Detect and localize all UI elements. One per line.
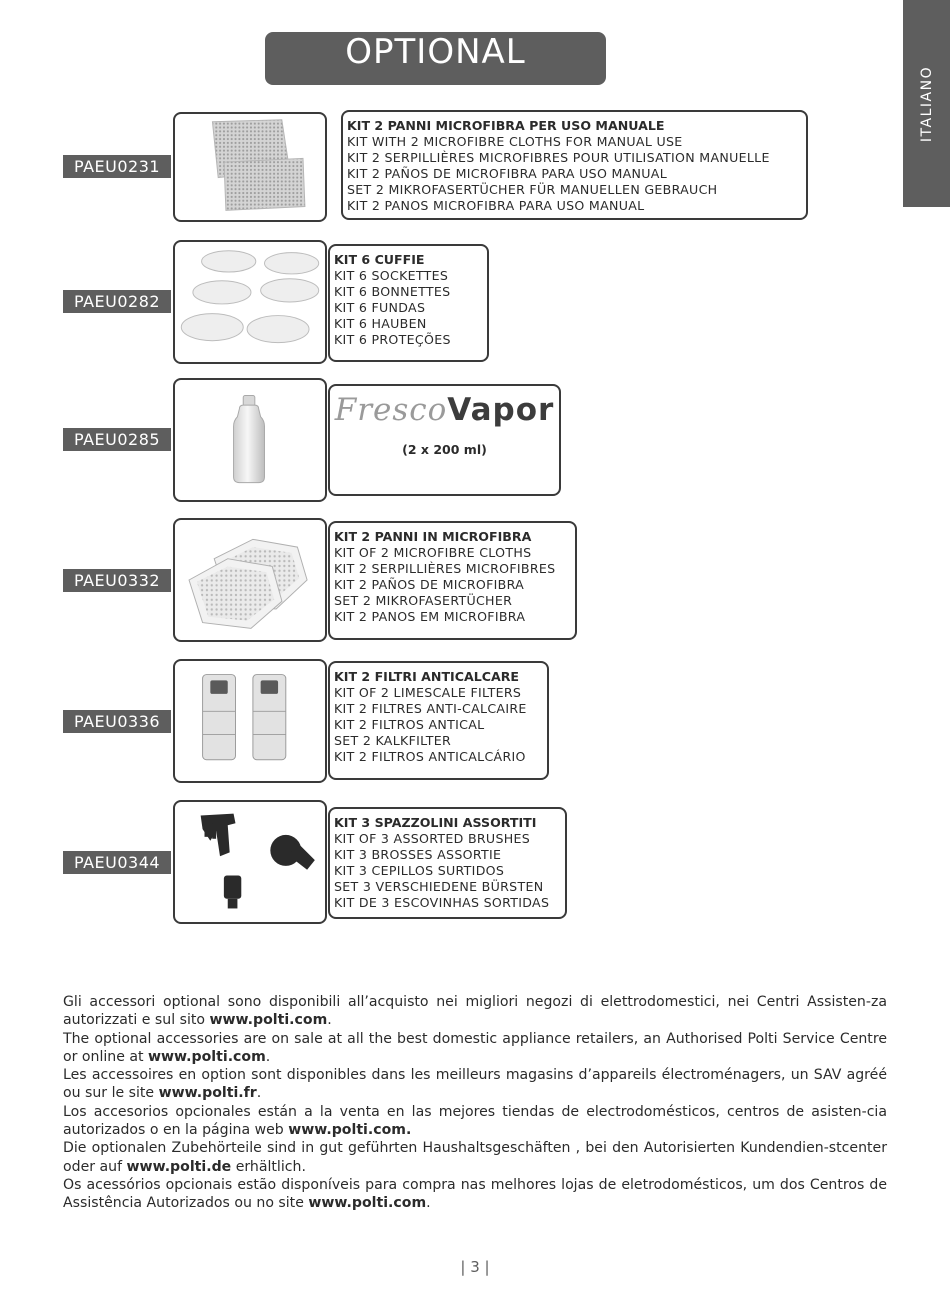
- product-image: [173, 800, 327, 924]
- note-english: The optional accessories are on sale at all the best domestic appliance retailers, an Authorised Polti Service Centre or online at www.polti.com.: [63, 1030, 887, 1065]
- translation-line: KIT 2 PAÑOS DE MICROFIBRA: [334, 577, 525, 592]
- translation-line: KIT 6 SOCKETTES: [334, 268, 449, 283]
- website-link[interactable]: www.polti.fr: [158, 1085, 257, 1102]
- language-tab-label: ITALIANO: [918, 65, 935, 143]
- translation-line: KIT 6 FUNDAS: [334, 300, 426, 315]
- product-heading: KIT 3 SPAZZOLINI ASSORTITI: [334, 815, 537, 830]
- product-code: PAEU0282: [63, 290, 171, 313]
- translation-line: KIT 6 PROTEÇÕES: [334, 332, 451, 347]
- translation-line: SET 3 VERSCHIEDENE BÜRSTEN: [334, 879, 544, 894]
- translation-line: KIT 2 PAÑOS DE MICROFIBRA PARA USO MANUAL: [347, 166, 668, 181]
- product-volume: (2 x 200 ml): [402, 442, 487, 457]
- website-link[interactable]: www.polti.com: [148, 1048, 266, 1065]
- translation-line: KIT 6 HAUBEN: [334, 316, 427, 331]
- cover-image: [175, 242, 325, 362]
- product-description: [328, 807, 567, 919]
- translation-line: KIT WITH 2 MICROFIBRE CLOTHS FOR MANUAL USE: [347, 134, 683, 149]
- translation-line: KIT 2 FILTROS ANTICALCÁRIO: [334, 749, 526, 764]
- product-heading: KIT 2 PANNI IN MICROFIBRA: [334, 529, 532, 544]
- website-link[interactable]: www.polti.com: [209, 1012, 328, 1029]
- translation-line: KIT OF 3 ASSORTED BRUSHES: [334, 831, 531, 846]
- translation-line: KIT DE 3 ESCOVINHAS SORTIDAS: [334, 895, 550, 910]
- product-description: [328, 244, 489, 362]
- note-italian: Gli accessori optional sono disponibili all’acquisto nei migliori negozi di elettrodomestici, nei Centri Assisten-za autorizzati e sul sito www.polti.com.: [63, 994, 887, 1029]
- product-code: PAEU0231: [63, 155, 171, 178]
- bottle-image: [175, 380, 325, 500]
- product-description: [328, 521, 577, 640]
- product-description: [328, 384, 561, 496]
- translation-line: KIT 3 CEPILLOS SURTIDOS: [334, 863, 505, 878]
- product-image: [173, 112, 327, 222]
- product-heading: KIT 6 CUFFIE: [334, 252, 425, 267]
- website-link[interactable]: www.polti.de: [126, 1158, 232, 1175]
- product-image: [173, 518, 327, 642]
- note-portuguese: Os acessórios opcionais estão disponíveis para compra nas melhores lojas de eletrodomésticos, um dos Centros de Assistência Autorizados ou no site www.polti.com.: [63, 1176, 887, 1212]
- translation-line: SET 2 MIKROFASERTÜCHER FÜR MANUELLEN GEBRAUCH: [347, 182, 718, 197]
- website-link[interactable]: www.polti.com.: [288, 1122, 412, 1139]
- translation-line: KIT OF 2 MICROFIBRE CLOTHS: [334, 545, 532, 560]
- page-title: OPTIONAL: [265, 32, 606, 85]
- product-heading: KIT 2 FILTRI ANTICALCARE: [334, 669, 520, 684]
- availability-notes: [63, 993, 887, 1213]
- language-tab: [903, 0, 950, 207]
- translation-line: KIT 2 SERPILLIÈRES MICROFIBRES: [334, 561, 556, 576]
- translation-line: KIT OF 2 LIMESCALE FILTERS: [334, 685, 522, 700]
- translation-line: SET 2 KALKFILTER: [334, 733, 452, 748]
- translation-line: KIT 2 FILTRES ANTI-CALCAIRE: [334, 701, 527, 716]
- translation-line: SET 2 MIKROFASERTÜCHER: [334, 593, 513, 608]
- filter-image: [175, 661, 325, 781]
- pad-image: [175, 520, 325, 640]
- translation-line: KIT 2 FILTROS ANTICAL: [334, 717, 485, 732]
- product-image: [173, 240, 327, 364]
- brush-image: [175, 802, 325, 922]
- note-french: Les accessoires en option sont disponibles dans les meilleurs magasins d’appareils électroménagers, un SAV agréé ou sur le site www.polti.fr.: [63, 1067, 887, 1102]
- website-link[interactable]: www.polti.com: [308, 1195, 427, 1212]
- product-code: PAEU0285: [63, 428, 171, 451]
- translation-line: KIT 6 BONNETTES: [334, 284, 451, 299]
- product-code: PAEU0344: [63, 851, 171, 874]
- product-code: PAEU0336: [63, 710, 171, 733]
- page-number: | 3 |: [460, 1258, 490, 1276]
- product-heading: KIT 2 PANNI MICROFIBRA PER USO MANUALE: [347, 118, 665, 133]
- frescovapor-logo: FrescoVapor: [334, 392, 555, 428]
- note-german: Die optionalen Zubehörteile sind in gut geführten Haushaltsgeschäften , bei den Autorisierten Kundendien-stcenter oder auf www.polti.de erhältlich.: [63, 1140, 887, 1175]
- translation-line: KIT 3 BROSSES ASSORTIE: [334, 847, 502, 862]
- note-spanish: Los accesorios opcionales están a la venta en las mejores tiendas de electrodomésticos, centros de asisten-cia autorizados o en la página web www.polti.com.: [63, 1103, 887, 1139]
- translation-line: KIT 2 SERPILLIÈRES MICROFIBRES POUR UTILISATION MANUELLE: [347, 150, 770, 165]
- product-image: [173, 378, 327, 502]
- product-code: PAEU0332: [63, 569, 171, 592]
- translation-line: KIT 2 PANOS EM MICROFIBRA: [334, 609, 526, 624]
- product-image: [173, 659, 327, 783]
- translation-line: KIT 2 PANOS MICROFIBRA PARA USO MANUAL: [347, 198, 645, 213]
- product-description: [341, 110, 808, 220]
- product-description: [328, 661, 549, 780]
- cloth-image: [175, 114, 325, 220]
